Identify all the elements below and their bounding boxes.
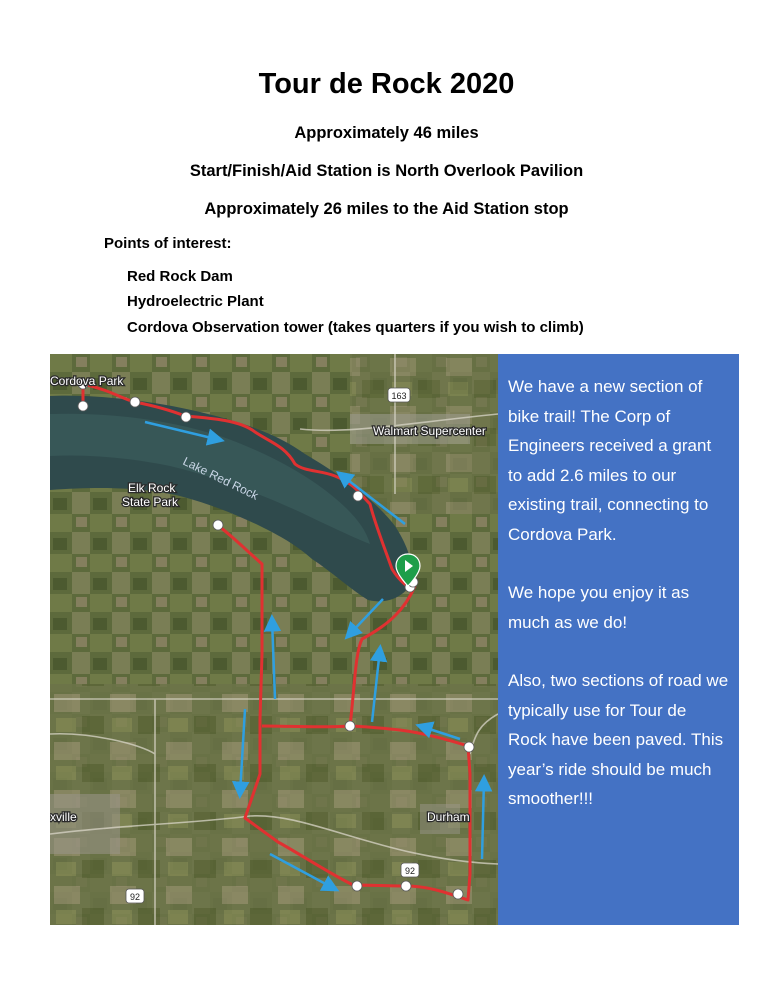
poi-item-dam: Red Rock Dam <box>127 268 233 285</box>
panel-paragraph-trail: We have a new section of bike trail! The Corp of Engineers received a grant to add 2.6 miles to our existing trail, connecting to Cordova Park. <box>508 377 712 544</box>
panel-paragraph-paved: Also, two sections of road we typically use for Tour de Rock have been paved. This year’s ride should be much smoother!!! <box>508 671 729 808</box>
points-of-interest-heading: Points of interest: <box>104 235 232 252</box>
panel-paragraph-enjoy: We hope you enjoy it as much as we do! <box>508 583 690 632</box>
label-walmart: Walmart Supercenter <box>373 424 486 438</box>
hwy-92-shield-west <box>126 889 144 903</box>
label-lake-red-rock: Lake Red Rock <box>180 454 261 503</box>
town-knoxville <box>50 794 120 854</box>
poi-item-tower: Cordova Observation tower (takes quarters if you wish to climb) <box>127 319 584 336</box>
label-durham: Durham <box>427 810 470 824</box>
svg-text:163: 163 <box>391 391 407 401</box>
info-panel <box>498 354 739 925</box>
label-cordova-park: Cordova Park <box>50 374 124 388</box>
distance-line: Approximately 46 miles <box>294 124 479 142</box>
start-finish-line: Start/Finish/Aid Station is North Overlook Pavilion <box>189 162 584 180</box>
page-title: Tour de Rock 2020 <box>258 68 515 100</box>
hwy-92-shield-east <box>401 863 419 877</box>
label-state-park: State Park <box>122 495 179 509</box>
poi-item-plant: Hydroelectric Plant <box>127 293 264 310</box>
label-knoxville: xville <box>50 810 77 824</box>
label-elk-rock: Elk Rock <box>128 481 176 495</box>
svg-text:92: 92 <box>404 866 416 876</box>
aid-station-line: Approximately 26 miles to the Aid Station stop <box>204 200 569 218</box>
svg-text:92: 92 <box>129 892 141 902</box>
route-map[interactable] <box>50 354 498 925</box>
hwy-163-shield <box>388 388 410 402</box>
map-canvas <box>50 354 498 925</box>
